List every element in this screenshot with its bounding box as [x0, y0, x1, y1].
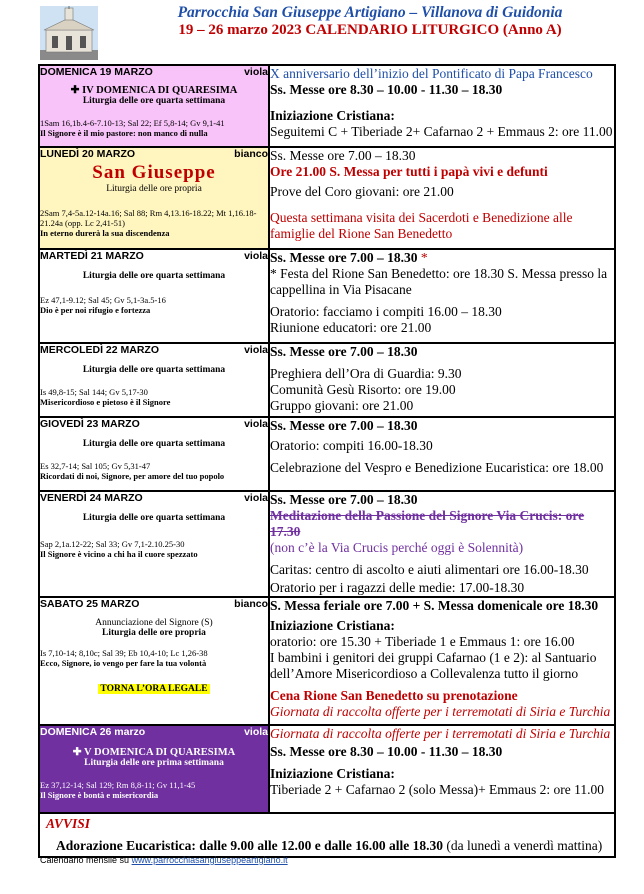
psalm: Ricordati di noi, Signore, per amore del tuo popolo: [40, 471, 225, 481]
day-label: VENERDÌ 24 MARZO: [40, 492, 143, 504]
day-cell-liturgy: [39, 65, 269, 147]
event-line: Iniziazione Cristiana:: [270, 766, 395, 781]
parish-title: Parrocchia San Giuseppe Artigiano – Villanova di Guidonia: [177, 4, 563, 21]
day-label: SABATO 25 MARZO: [40, 598, 140, 610]
day-cell-liturgy: [39, 491, 269, 597]
readings: Es 32,7-14; Sal 105; Gv 5,31-47: [40, 461, 151, 471]
liturgy-hours: Liturgia delle ore quarta settimana: [82, 96, 226, 106]
day-label: GIOVEDÌ 23 MARZO: [40, 418, 140, 430]
event-line: * Festa del Rione San Benedetto: ore 18.30 S. Messa presso la cappellina in Via Pisacane: [270, 266, 608, 297]
event-line: Oratorio per i ragazzi delle medie: 17.00-18.30: [270, 580, 525, 595]
day-cell-events: [269, 725, 615, 813]
liturgical-color: viola: [244, 66, 268, 78]
event-line: Riunione educatori: ore 21.00: [270, 320, 432, 335]
feast-title: ✚ V DOMENICA DI QUARESIMA: [72, 747, 236, 758]
liturgical-color: bianco: [234, 148, 268, 160]
feast-title: Annunciazione del Signore (S): [95, 618, 213, 628]
day-cell-events: [269, 417, 615, 491]
day-cell-liturgy: [39, 417, 269, 491]
day-label: DOMENICA 26 marzo: [40, 726, 146, 738]
psalm: Il Signore è il mio pastore: non manco di nulla: [40, 128, 208, 138]
liturgical-color: viola: [244, 250, 268, 262]
mass-times: Ss. Messe ore 8.30 – 10.00 - 11.30 – 18.30: [270, 82, 503, 97]
event-line: Oratorio: compiti 16.00-18.30: [270, 438, 433, 453]
website-link[interactable]: www.parrocchiasangiuseppeartigiano.it: [131, 855, 288, 865]
liturgy-hours: Liturgia delle ore prima settimana: [84, 758, 224, 768]
readings: Ez 37,12-14; Sal 129; Rm 8,8-11; Gv 11,1-45: [40, 780, 196, 790]
liturgy-hours: Liturgia delle ore quarta settimana: [82, 271, 226, 281]
avvisi-cell: [39, 813, 615, 857]
feast-title: ✚ IV DOMENICA DI QUARESIMA: [70, 85, 238, 96]
day-row-sunday-19: [39, 65, 615, 147]
footer: [40, 855, 288, 865]
day-row-saturday-25: [39, 597, 615, 725]
mass-times: Ss. Messe ore 7.00 – 18.30: [270, 418, 418, 433]
adorazione-text: Adorazione Eucaristica: dalle 9.00 alle 12.00 e dalle 16.00 alle 18.30: [56, 838, 443, 853]
day-row-monday-20: [39, 147, 615, 249]
calendar-subtitle: 19 – 26 marzo 2023 CALENDARIO LITURGICO (Anno A): [178, 22, 562, 38]
psalm: Il Signore è vicino a chi ha il cuore spezzato: [40, 549, 198, 559]
day-label: MARTEDÌ 21 MARZO: [40, 250, 144, 262]
liturgy-hours: Liturgia delle ore quarta settimana: [82, 513, 226, 523]
event-line: X anniversario dell’inizio del Pontificato di Papa Francesco: [270, 66, 593, 81]
avvisi-row: [39, 813, 615, 857]
event-line: Ore 21.00 S. Messa per tutti i papà vivi e defunti: [270, 164, 548, 179]
day-cell-liturgy: [39, 725, 269, 813]
day-cell-events: [269, 597, 615, 725]
day-cell-liturgy: [39, 249, 269, 343]
liturgical-calendar-table: [38, 64, 616, 858]
readings: Is 7,10-14; 8,10c; Sal 39; Eb 10,4-10; Lc 1,26-38: [40, 648, 208, 658]
psalm: Misericordioso e pietoso è il Signore: [40, 397, 171, 407]
day-row-wednesday-22: [39, 343, 615, 417]
day-row-tuesday-21: [39, 249, 615, 343]
day-cell-events: [269, 343, 615, 417]
event-line: Celebrazione del Vespro e Benedizione Eucaristica: ore 18.00: [270, 460, 604, 475]
day-cell-events: [269, 65, 615, 147]
liturgy-hours: Liturgia delle ore quarta settimana: [82, 439, 226, 449]
day-cell-liturgy: [39, 343, 269, 417]
avvisi-title: AVVISI: [46, 816, 91, 831]
event-line: Giornata di raccolta offerte per i terremotati di Siria e Turchia: [270, 704, 611, 719]
day-cell-events: [269, 491, 615, 597]
mass-times: Ss. Messe ore 7.00 – 18.30: [270, 148, 416, 163]
mass-times: Ss. Messe ore 8.30 – 10.00 - 11.30 – 18.30: [270, 744, 503, 759]
cancelled-event: Meditazione della Passione del Signore Via Crucis: ore 17.30: [270, 508, 585, 539]
event-line: Seguitemi C + Tiberiade 2+ Cafarnao 2 + Emmaus 2: ore 11.00: [270, 124, 613, 139]
adorazione-note: (da lunedì a venerdì mattina): [446, 838, 603, 853]
event-line: Giornata di raccolta offerte per i terremotati di Siria e Turchia: [270, 726, 611, 741]
day-label: LUNEDÌ 20 MARZO: [40, 148, 136, 160]
readings: Sap 2,1a.12-22; Sal 33; Gv 7,1-2.10.25-30: [40, 539, 185, 549]
event-line: Iniziazione Cristiana:: [270, 618, 395, 633]
mass-times: S. Messa feriale ore 7.00 + S. Messa domenicale ore 18.30: [270, 598, 599, 613]
readings: 1Sam 16,1b.4-6-7.10-13; Sal 22; Ef 5,8-14; Gv 9,1-41: [40, 118, 225, 128]
liturgical-color: viola: [244, 344, 268, 356]
liturgical-color: viola: [244, 726, 268, 738]
liturgy-hours: Liturgia delle ore quarta settimana: [82, 365, 226, 375]
event-line: Caritas: centro di ascolto e aiuti alimentari ore 16.00-18.30: [270, 562, 589, 577]
day-label: MERCOLEDÌ 22 MARZO: [40, 344, 160, 356]
daylight-saving-note: TORNA L’ORA LEGALE: [100, 684, 208, 694]
readings: Ez 47,1-9.12; Sal 45; Gv 5,1-3a.5-16: [40, 295, 166, 305]
event-line: Oratorio: facciamo i compiti 16.00 – 18.30: [270, 304, 502, 319]
event-line: Tiberiade 2 + Cafarnao 2 (solo Messa)+ Emmaus 2: ore 11.00: [270, 782, 605, 797]
event-line: Preghiera dell’Ora di Guardia: 9.30: [270, 366, 462, 381]
mass-times: Ss. Messe ore 7.00 – 18.30: [270, 344, 418, 359]
day-label: DOMENICA 19 MARZO: [40, 66, 153, 78]
psalm: Dio è per noi rifugio e fortezza: [40, 305, 151, 315]
event-line: Prove del Coro giovani: ore 21.00: [270, 184, 454, 199]
day-row-sunday-26: [39, 725, 615, 813]
day-row-thursday-23: [39, 417, 615, 491]
feast-title: San Giuseppe: [92, 162, 216, 183]
day-cell-liturgy: [39, 147, 269, 249]
liturgy-hours: Liturgia delle ore propria: [102, 628, 206, 638]
footer-text: Calendario mensile su: [40, 855, 130, 865]
church-logo: [40, 6, 98, 60]
liturgical-color: viola: [244, 418, 268, 430]
event-line: I bambini i genitori dei gruppi Cafarnao (1 e 2): al Santuario dell’Amore Misericordioso a Collevalenza tutto il giorno: [270, 650, 597, 681]
readings: Is 49,8-15; Sal 144; Gv 5,17-30: [40, 387, 148, 397]
mass-times: Ss. Messe ore 7.00 – 18.30: [270, 492, 418, 507]
asterisk: *: [420, 250, 428, 265]
event-line: Gruppo giovani: ore 21.00: [270, 398, 414, 413]
event-line: Questa settimana visita dei Sacerdoti e Benedizione alle famiglie del Rione San Benedetto: [270, 210, 573, 241]
psalm: Ecco, Signore, io vengo per fare la tua volontà: [40, 658, 207, 668]
day-row-friday-24: [39, 491, 615, 597]
event-line: oratorio: ore 15.30 + Tiberiade 1 e Emmaus 1: ore 16.00: [270, 634, 575, 649]
psalm: In eterno durerà la sua discendenza: [40, 228, 170, 238]
liturgical-color: viola: [244, 492, 268, 504]
readings: 2Sam 7,4-5a.12-14a.16; Sal 88; Rm 4,13.16-18.22; Mt 1,16.18-21.24a (opp. Lc 2,41-51): [40, 208, 257, 228]
event-line: Comunità Gesù Risorto: ore 19.00: [270, 382, 456, 397]
day-cell-events: [269, 249, 615, 343]
event-line: Cena Rione San Benedetto su prenotazione: [270, 688, 518, 703]
event-note: (non c’è la Via Crucis perché oggi è Solennità): [270, 540, 524, 555]
mass-times: Ss. Messe ore 7.00 – 18.30: [270, 250, 418, 265]
day-cell-liturgy: [39, 597, 269, 725]
liturgical-color: bianco: [234, 598, 268, 610]
event-line: Iniziazione Cristiana:: [270, 108, 395, 123]
psalm: Il Signore è bontà e misericordia: [40, 790, 159, 800]
liturgy-hours: Liturgia delle ore propria: [106, 184, 202, 194]
day-cell-events: [269, 147, 615, 249]
